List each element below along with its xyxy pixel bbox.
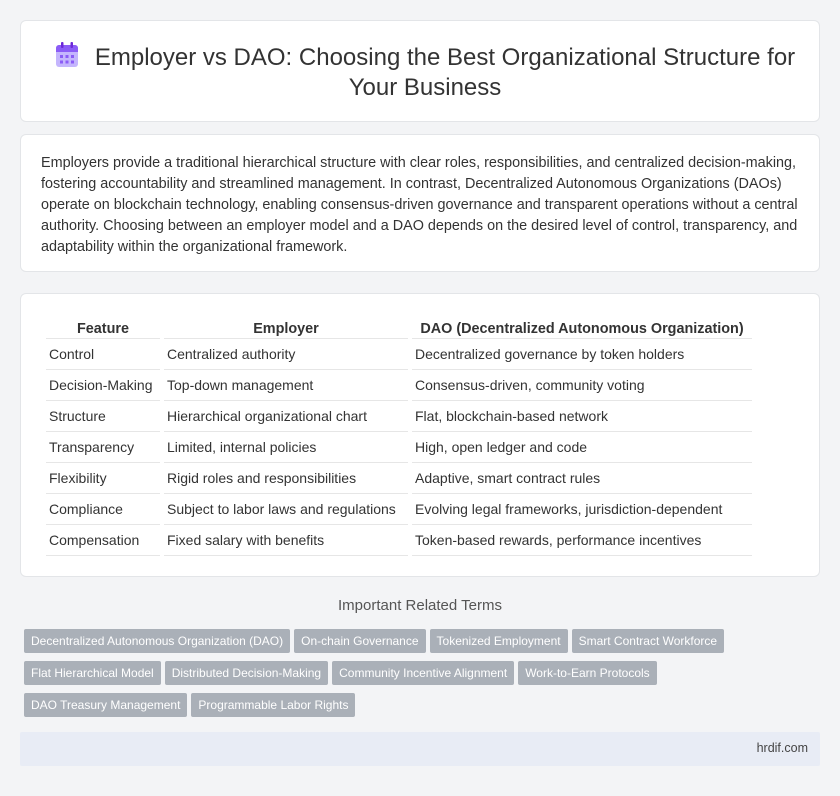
related-terms-heading: Important Related Terms	[338, 597, 502, 614]
feature-cell: Structure	[46, 401, 160, 432]
related-term-tag[interactable]: Decentralized Autonomous Organization (DAO)	[24, 629, 290, 653]
related-term-tag[interactable]: Tokenized Employment	[430, 629, 568, 653]
dao-cell: Evolving legal frameworks, jurisdiction-dependent	[412, 494, 752, 525]
related-term-tag[interactable]: Flat Hierarchical Model	[24, 661, 161, 685]
table-row	[46, 525, 752, 556]
dao-cell: Consensus-driven, community voting	[412, 370, 752, 401]
footer	[20, 732, 820, 766]
related-term-tag[interactable]: Work-to-Earn Protocols	[518, 661, 656, 685]
feature-cell: Control	[46, 339, 160, 370]
employer-cell: Limited, internal policies	[164, 432, 408, 463]
table-header-row	[46, 316, 752, 339]
employer-cell: Hierarchical organizational chart	[164, 401, 408, 432]
header-dao: DAO (Decentralized Autonomous Organization)	[412, 316, 752, 339]
feature-cell: Decision-Making	[46, 370, 160, 401]
dao-cell: Adaptive, smart contract rules	[412, 463, 752, 494]
intro-paragraph: Employers provide a traditional hierarchical structure with clear roles, responsibilities, and centralized decision-making, fostering accountability and streamlined management. In contrast, Decentralized Autonomous Organizations (DAOs) operate on blockchain technology, enabling consensus-driven governance and transparent operations without a central authority. Choosing between an employer model and a DAO depends on the desired level of control, transparency, and adaptability within the organizational framework.	[41, 155, 798, 255]
employer-cell: Top-down management	[164, 370, 408, 401]
calendar-icon	[55, 42, 79, 68]
dao-cell: Decentralized governance by token holders	[412, 339, 752, 370]
related-term-tag[interactable]: Distributed Decision-Making	[165, 661, 328, 685]
comparison-card	[20, 293, 820, 577]
feature-cell: Compliance	[46, 494, 160, 525]
table-row	[46, 370, 752, 401]
dao-cell: High, open ledger and code	[412, 432, 752, 463]
employer-cell: Subject to labor laws and regulations	[164, 494, 408, 525]
feature-cell: Compensation	[46, 525, 160, 556]
intro-card	[20, 134, 820, 272]
dao-cell: Token-based rewards, performance incentives	[412, 525, 752, 556]
comparison-table	[42, 316, 756, 556]
table-row	[46, 339, 752, 370]
table-row	[46, 401, 752, 432]
footer-site-link[interactable]: hrdif.com	[756, 741, 808, 755]
related-term-tag[interactable]: DAO Treasury Management	[24, 693, 187, 717]
feature-cell: Flexibility	[46, 463, 160, 494]
table-row	[46, 494, 752, 525]
related-term-tag[interactable]: Programmable Labor Rights	[191, 693, 355, 717]
employer-cell: Rigid roles and responsibilities	[164, 463, 408, 494]
employer-cell: Centralized authority	[164, 339, 408, 370]
page-title: Employer vs DAO: Choosing the Best Organizational Structure for Your Business	[94, 44, 796, 101]
table-row	[46, 432, 752, 463]
dao-cell: Flat, blockchain-based network	[412, 401, 752, 432]
header-feature: Feature	[46, 316, 160, 339]
related-term-tag[interactable]: Smart Contract Workforce	[572, 629, 724, 653]
table-row	[46, 463, 752, 494]
related-terms-list	[24, 629, 784, 725]
title-card	[20, 20, 820, 122]
related-term-tag[interactable]: On-chain Governance	[294, 629, 425, 653]
feature-cell: Transparency	[46, 432, 160, 463]
related-term-tag[interactable]: Community Incentive Alignment	[332, 661, 514, 685]
header-employer: Employer	[164, 316, 408, 339]
employer-cell: Fixed salary with benefits	[164, 525, 408, 556]
